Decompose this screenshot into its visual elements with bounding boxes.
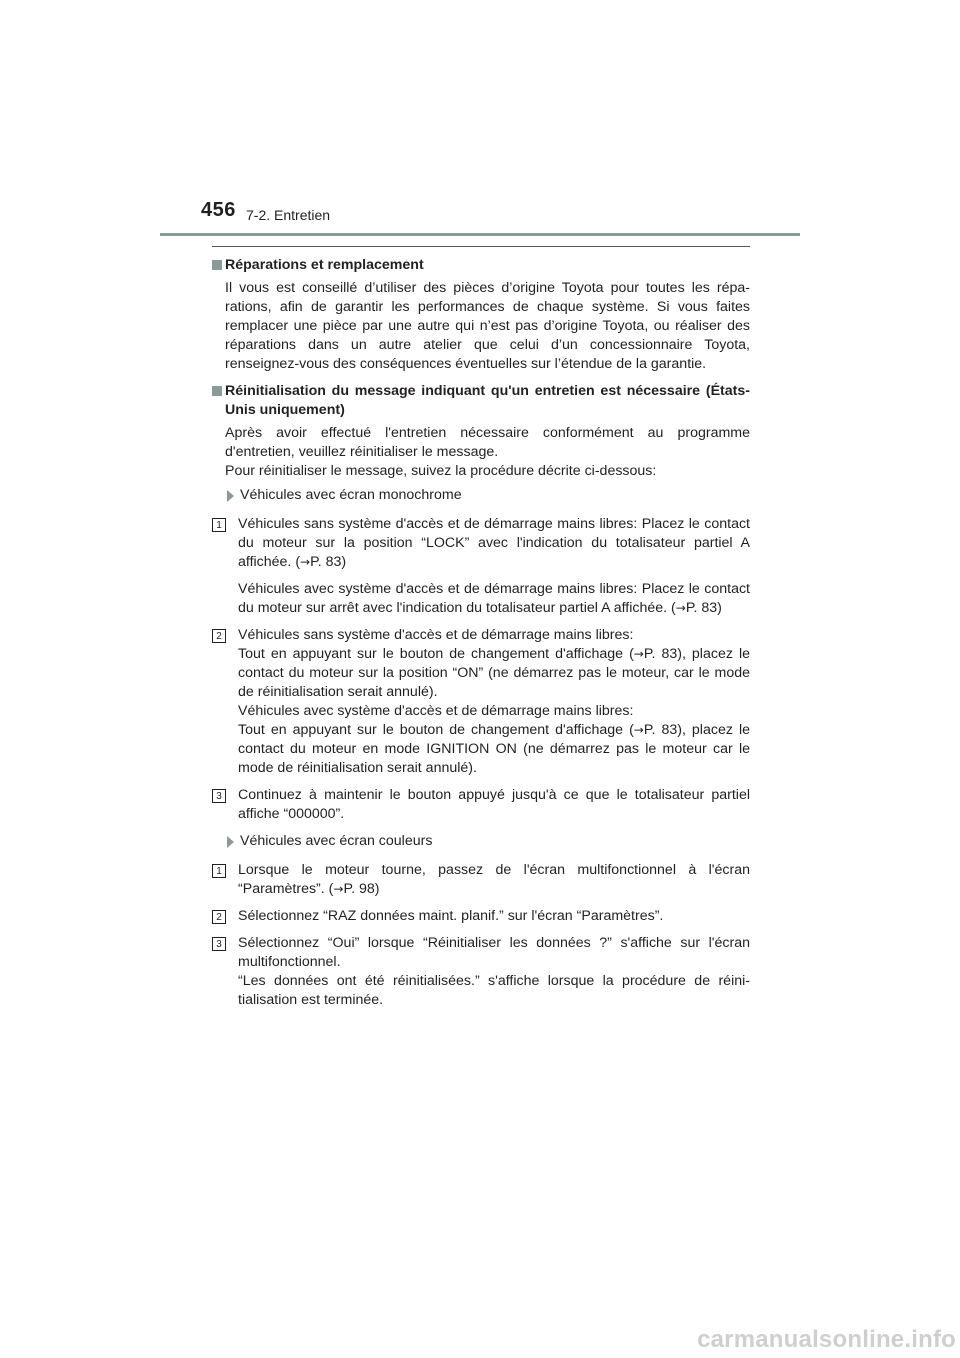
step-number-badge: 1	[212, 518, 226, 532]
step-item	[212, 786, 750, 824]
heading-text: Réinitialisation du message indiquant qu'un entretien est nécessaire (États-Unis uniquement)	[225, 383, 750, 418]
step-text: “Les données ont été réinitialisées.” s'affiche lorsque la procédure de réinitialisation est terminée.	[238, 973, 750, 1008]
triangle-bullet-icon	[227, 490, 234, 502]
step-text: Véhicules avec système d'accès et de démarrage mains libres: Placez le contact du moteur sur arrêt avec l'indication du totalisateur partiel A affichée. (→P. 83)	[238, 581, 750, 616]
step-text: Véhicules sans système d'accès et de démarrage mains libres: Placez le contact du moteur sur la position “LOCK” avec l'indication du totalisateur partiel A affichée. (→P. 83)	[238, 516, 750, 570]
arrow-icon: →	[675, 601, 686, 615]
section-heading	[212, 256, 750, 275]
step-text: Continuez à maintenir le bouton appuyé jusqu'à ce que le totalisateur partiel affiche “000000”.	[238, 787, 750, 822]
step-text: Lorsque le moteur tourne, passez de l'écran multifonctionnel à l'écran “Paramètres”. (→P. 98)	[238, 862, 750, 897]
section-heading	[212, 382, 750, 420]
step-item	[212, 626, 750, 778]
arrow-icon: →	[633, 723, 644, 737]
step-item	[212, 934, 750, 1010]
subsection-label	[212, 832, 750, 851]
arrow-icon: →	[633, 647, 644, 661]
step-number-badge: 2	[212, 629, 226, 643]
step-title: Véhicules sans système d'accès et de démarrage mains libres:	[238, 627, 634, 643]
step-number-badge: 1	[212, 864, 226, 878]
step-number-badge: 3	[212, 937, 226, 951]
page-content	[212, 256, 750, 1018]
watermark-text: carmanualsonline.info	[697, 1326, 956, 1353]
arrow-icon: →	[300, 555, 311, 569]
paragraph: Après avoir effectué l'entretien nécessaire conformément au programme d'entretien, veuillez réinitialiser le message.	[225, 425, 750, 460]
content-rule	[212, 246, 750, 247]
step-text: Tout en appuyant sur le bouton de changement d'affichage (→P. 83), placez le contact du moteur sur la position “ON” (ne démarrez pas le moteur, car le mode de réinitialisation serait annulé).	[238, 646, 750, 700]
step-item	[212, 907, 750, 926]
step-item	[212, 861, 750, 899]
subsection-text: Véhicules avec écran monochrome	[240, 487, 462, 503]
square-bullet-icon	[212, 260, 222, 270]
step-number-badge: 3	[212, 789, 226, 803]
triangle-bullet-icon	[227, 836, 234, 848]
page-number: 456	[201, 199, 236, 221]
paragraph: Pour réinitialiser le message, suivez la procédure décrite ci-dessous:	[225, 463, 657, 479]
step-title: Véhicules avec système d'accès et de démarrage mains libres:	[238, 703, 634, 719]
square-bullet-icon	[212, 386, 222, 396]
heading-text: Réparations et remplacement	[225, 257, 424, 273]
arrow-icon: →	[333, 882, 344, 896]
step-number-badge: 2	[212, 910, 226, 924]
section-title: 7-2. Entretien	[246, 207, 331, 223]
subsection-text: Véhicules avec écran couleurs	[240, 833, 433, 849]
header-rule	[160, 233, 800, 236]
paragraph: Il vous est conseillé d’utiliser des pièces d’origine Toyota pour toutes les réparations, afin de garantir les performances de chaque système. Si vous faites remplacer une pièce par une autre qui n’est pas d’origine Toyota, ou réaliser des réparations dans un autre atelier que celui d’un concessionnaire Toyota, renseignez-vous des conséquences éventuelles sur l’étendue de la garantie.	[225, 280, 750, 372]
step-text: Tout en appuyant sur le bouton de changement d'affichage (→P. 83), placez le contact du moteur en mode IGNITION ON (ne démarrez pas le moteur car le mode de réinitialisation serait annulé).	[238, 722, 750, 776]
step-item	[212, 515, 750, 618]
step-text: Sélectionnez “RAZ données maint. planif.” sur l'écran “Paramètres”.	[238, 908, 664, 924]
subsection-label	[212, 486, 750, 505]
step-text: Sélectionnez “Oui” lorsque “Réinitialiser les données ?” s'affiche sur l'écran multifonctionnel.	[238, 935, 750, 970]
